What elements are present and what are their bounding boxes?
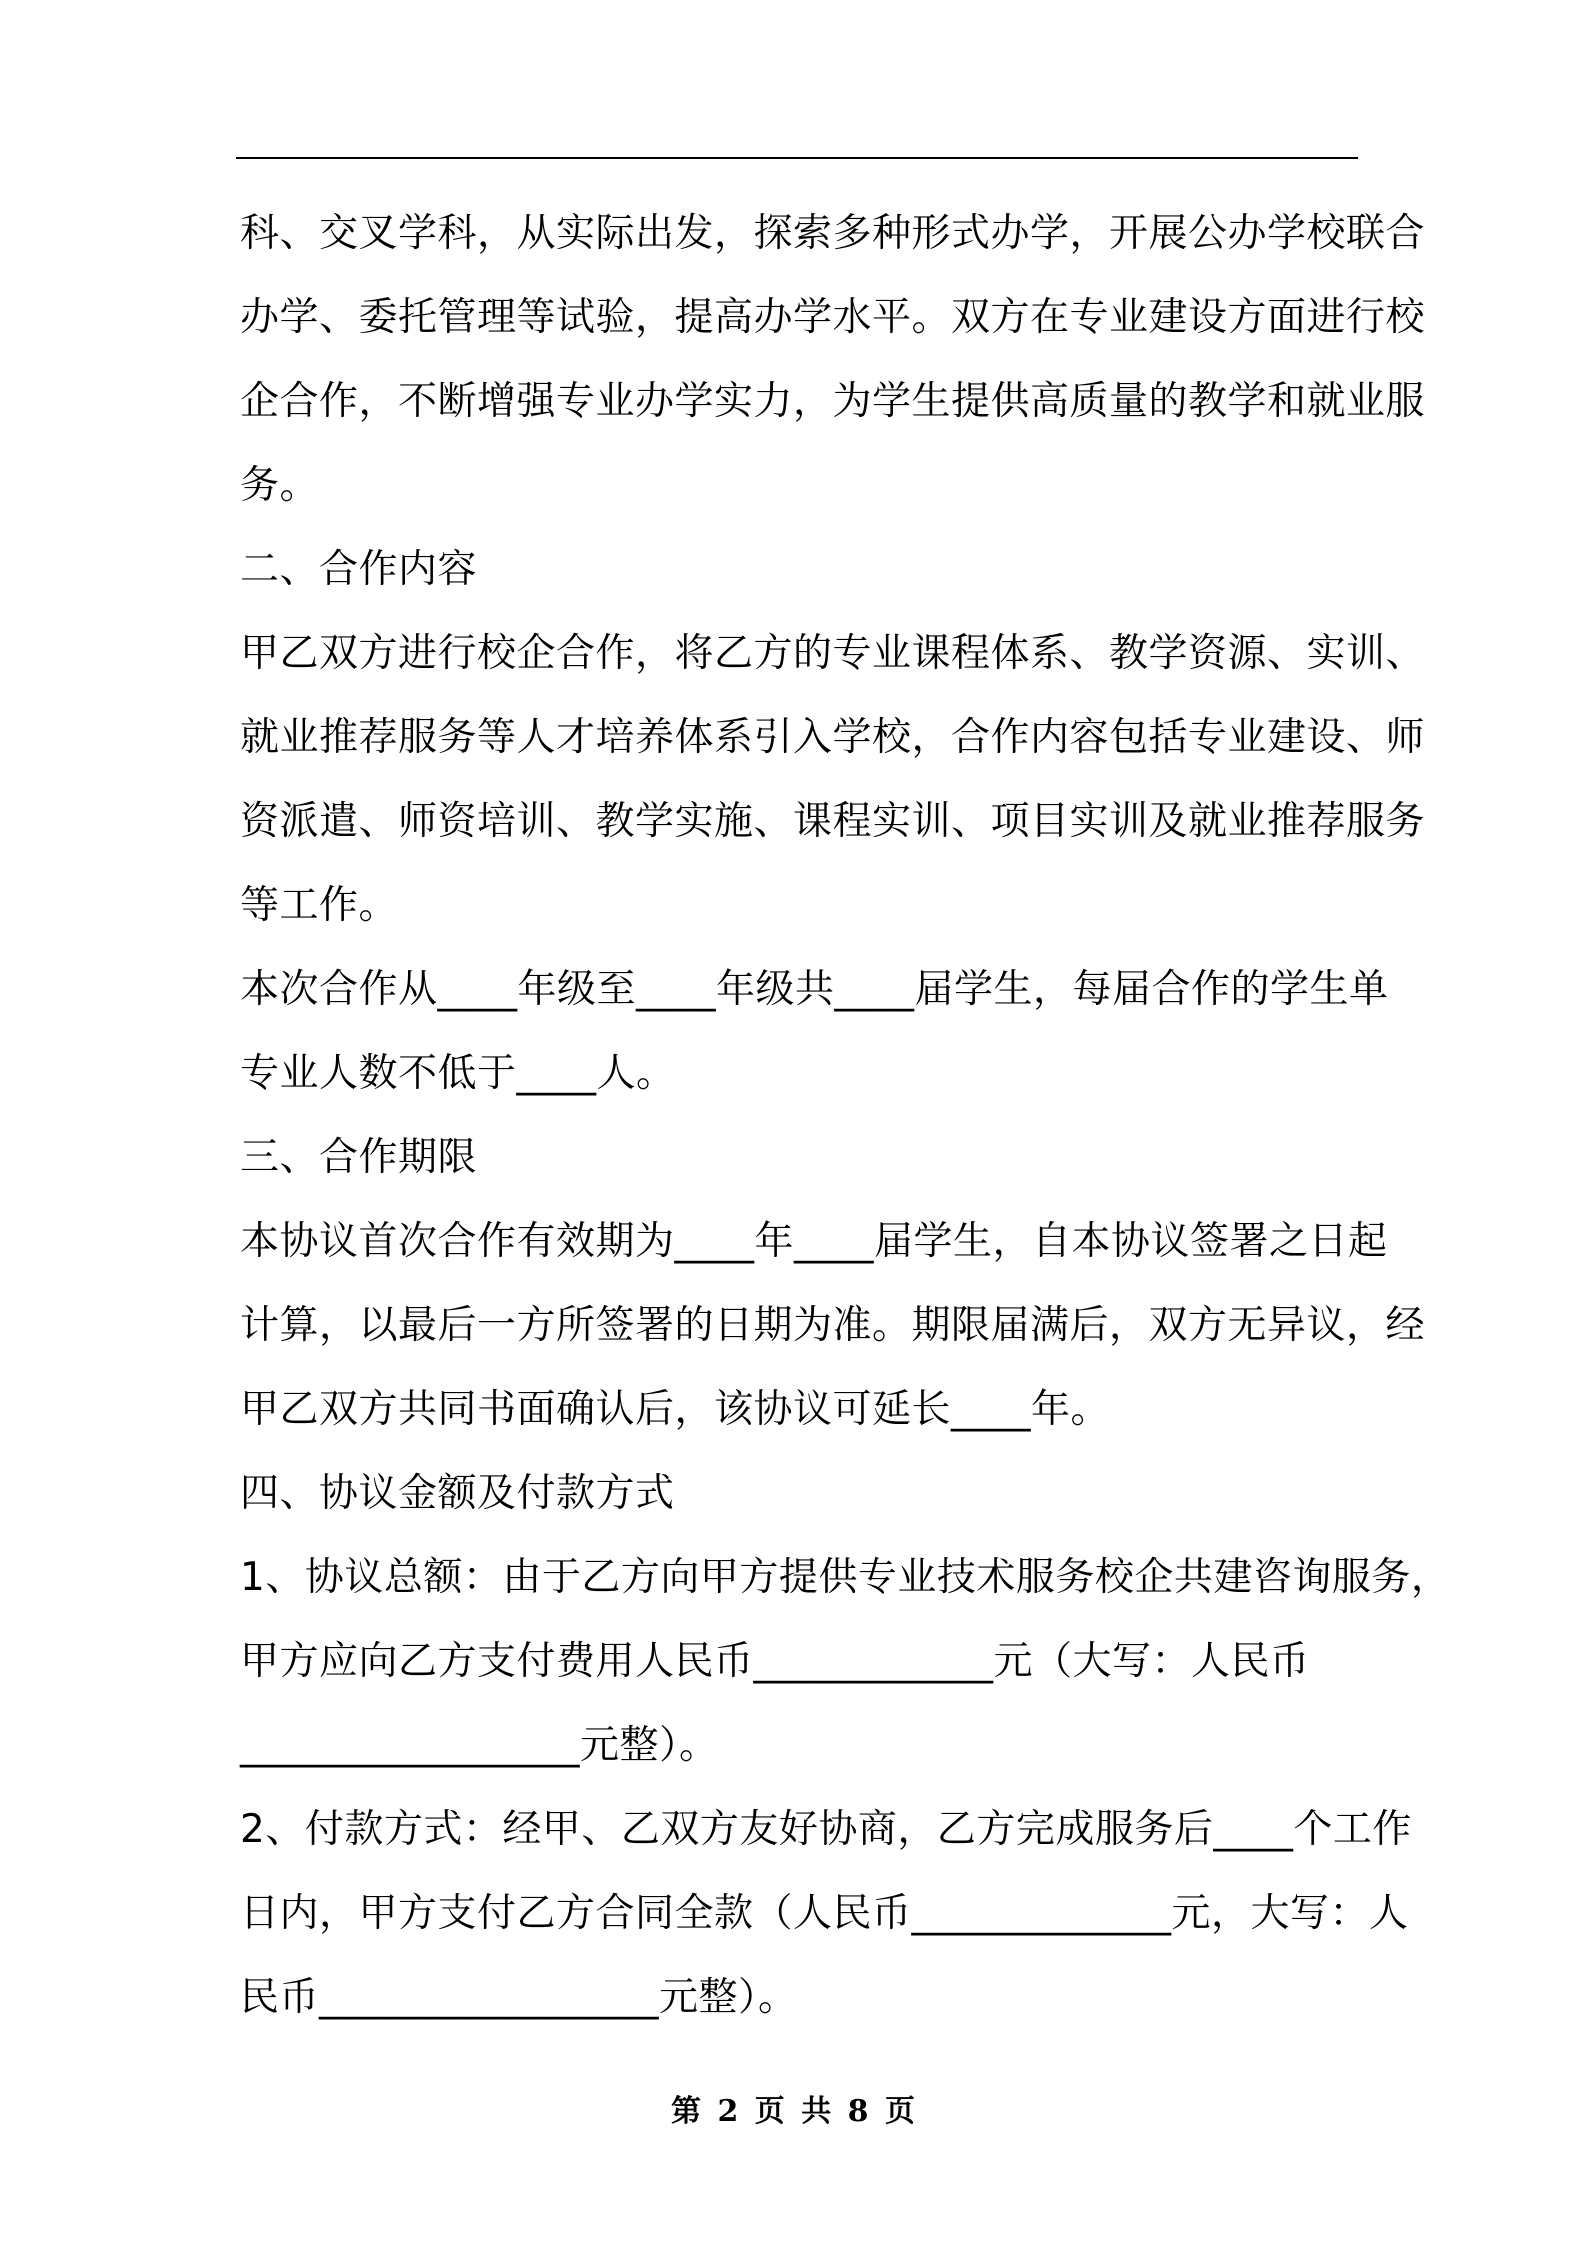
text-line: 专业人数不低于____人。 (240, 1051, 676, 1096)
header-rule (236, 157, 1358, 159)
text-line: 企合作，不断增强专业办学实力，为学生提供高质量的教学和就业服 (240, 379, 1426, 424)
text-line: 日内，甲方支付乙方合同全款（人民币_____________元，大写：人 (240, 1891, 1409, 1936)
text-line: 科、交叉学科，从实际出发，探索多种形式办学，开展公办学校联合 (240, 211, 1426, 256)
text-line: 本次合作从____年级至____年级共____届学生，每届合作的学生单 (240, 967, 1389, 1012)
text-line: 务。 (240, 463, 320, 508)
text-line: 2、付款方式：经甲、乙双方友好协商，乙方完成服务后____个工作 (240, 1807, 1412, 1852)
text-line: 等工作。 (240, 883, 399, 928)
text-line: 1、协议总额：由于乙方向甲方提供专业技术服务校企共建咨询服务， (240, 1555, 1451, 1600)
section-heading: 二、合作内容 (240, 547, 478, 592)
document-body (240, 192, 1451, 2040)
text-line: 民币_________________元整）。 (240, 1975, 798, 2020)
page-number-footer: 第 2 页 共 8 页 (671, 2094, 915, 2129)
text-line: _________________元整）。 (240, 1723, 719, 1768)
section-heading: 四、协议金额及付款方式 (240, 1471, 675, 1516)
text-line: 资派遣、师资培训、教学实施、课程实训、项目实训及就业推荐服务 (240, 799, 1426, 844)
text-line: 甲方应向乙方支付费用人民币____________元（大写：人民币 (240, 1639, 1310, 1684)
text-line: 办学、委托管理等试验，提高办学水平。双方在专业建设方面进行校 (240, 295, 1426, 340)
text-line: 本协议首次合作有效期为____年____届学生，自本协议签署之日起 (240, 1219, 1388, 1264)
text-line: 甲乙双方进行校企合作，将乙方的专业课程体系、教学资源、实训、 (240, 631, 1426, 676)
text-line: 甲乙双方共同书面确认后，该协议可延长____年。 (240, 1387, 1111, 1432)
text-line: 计算，以最后一方所签署的日期为准。期限届满后，双方无异议，经 (240, 1303, 1426, 1348)
text-line: 就业推荐服务等人才培养体系引入学校，合作内容包括专业建设、师 (240, 715, 1426, 760)
section-heading: 三、合作期限 (240, 1135, 478, 1180)
